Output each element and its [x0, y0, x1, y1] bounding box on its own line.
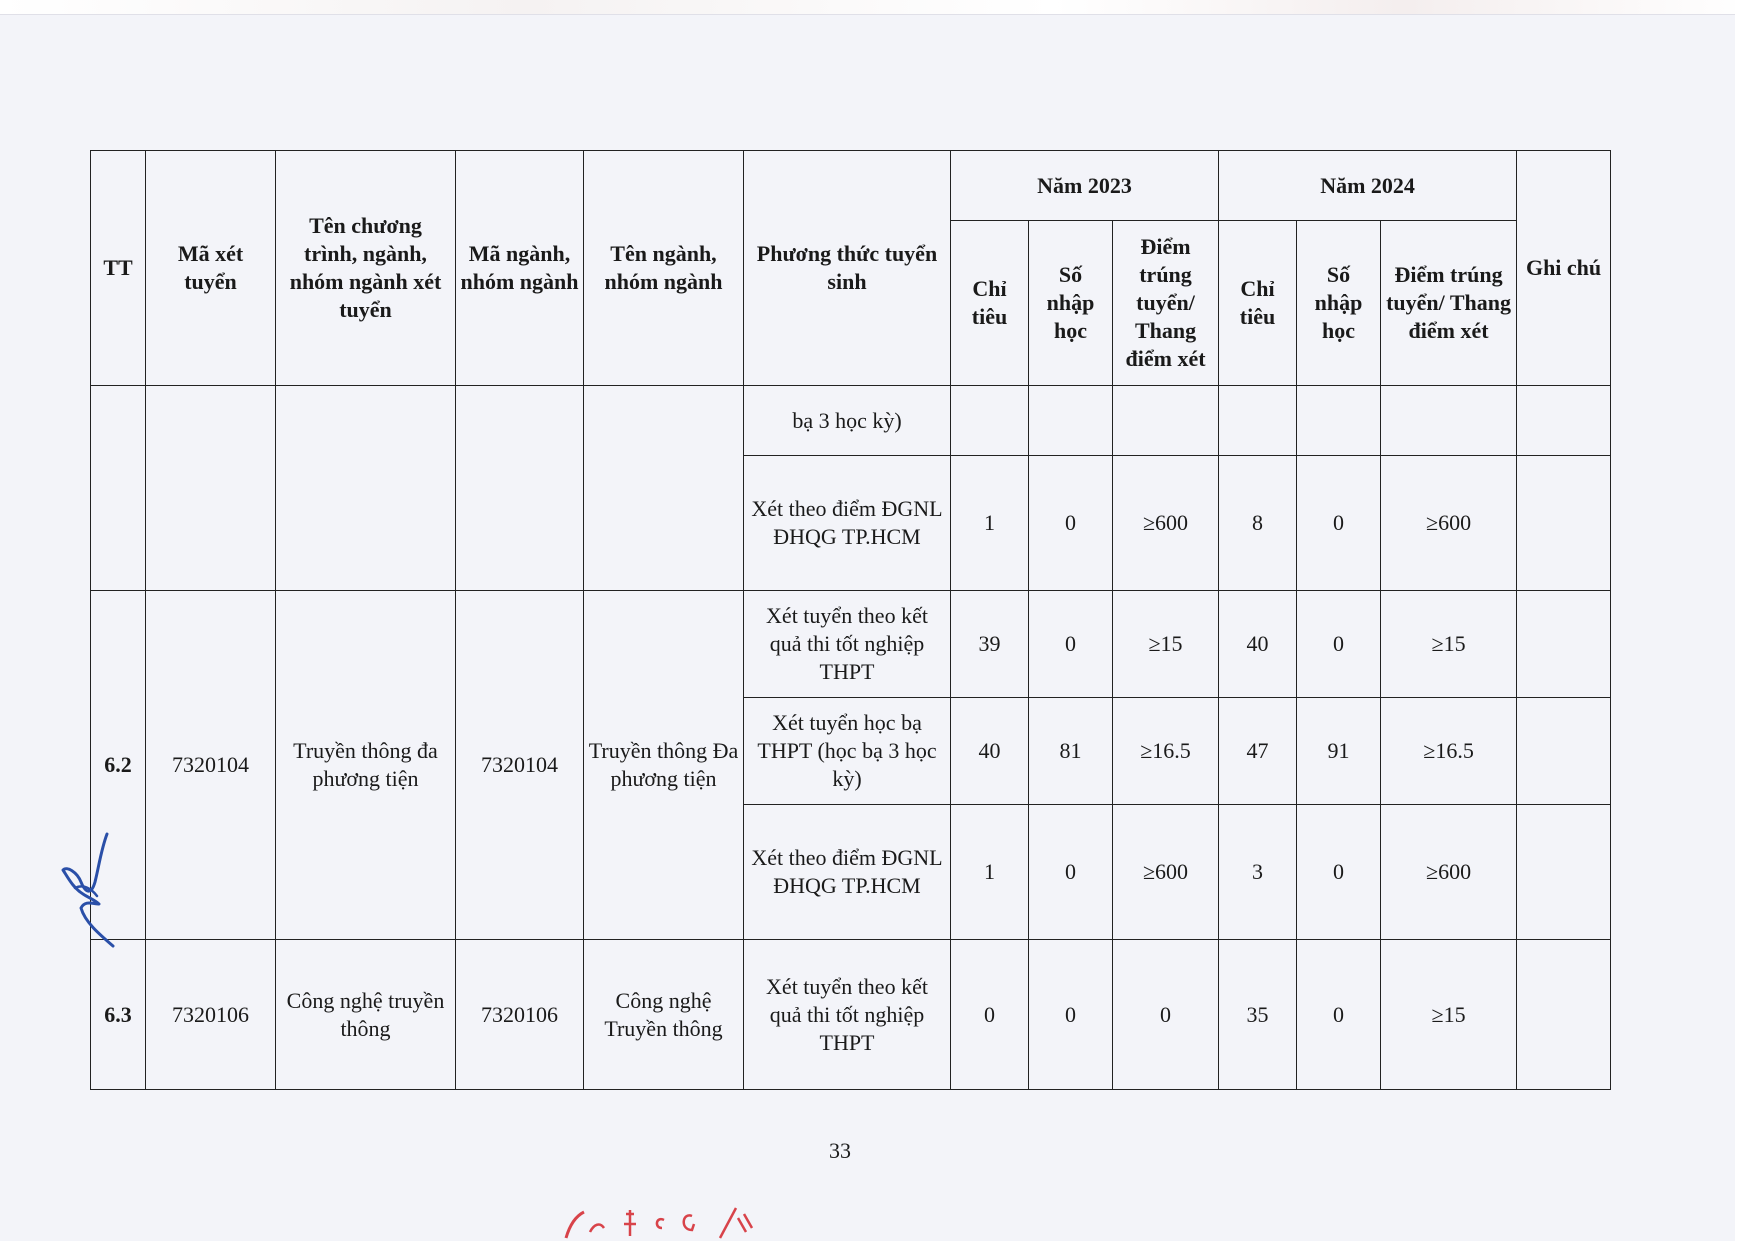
cell-chi-tieu-2023: 0	[951, 940, 1029, 1090]
cell-tt: 6.3	[91, 940, 146, 1090]
scan-top-strip	[0, 0, 1755, 15]
cell-ten-ct: Công nghệ truyền thông	[276, 940, 456, 1090]
cell-diem-2024: ≥600	[1381, 456, 1517, 591]
header-tt: TT	[91, 151, 146, 386]
cell-ma-nganh: 7320106	[456, 940, 584, 1090]
cell-tt: 6.2	[91, 591, 146, 940]
cell-chi-tieu-2024: 8	[1219, 456, 1297, 591]
table-row	[91, 591, 1611, 698]
header-diem-2023: Điểm trúng tuyển/ Thang điểm xét	[1113, 221, 1219, 386]
header-ma-xet-tuyen: Mã xét tuyển	[146, 151, 276, 386]
cell-ma-nganh	[456, 386, 584, 591]
cell-chi-tieu-2024: 3	[1219, 805, 1297, 940]
cell-diem-2023: ≥15	[1113, 591, 1219, 698]
cell-ma-nganh: 7320104	[456, 591, 584, 940]
cell-ma: 7320104	[146, 591, 276, 940]
cell-ghi-chu	[1517, 591, 1611, 698]
cell-method: Xét tuyển theo kết quả thi tốt nghiệp THPT	[744, 940, 951, 1090]
cell-chi-tieu-2024: 40	[1219, 591, 1297, 698]
cell-ghi-chu	[1517, 698, 1611, 805]
cell-diem-2023: ≥16.5	[1113, 698, 1219, 805]
table-row	[91, 940, 1611, 1090]
cell-ten-nganh: Truyền thông Đa phương tiện	[584, 591, 744, 940]
cell-diem-2023: 0	[1113, 940, 1219, 1090]
cell-method: Xét theo điểm ĐGNL ĐHQG TP.HCM	[744, 456, 951, 591]
header-nam-2024: Năm 2024	[1219, 151, 1517, 221]
header-diem-2024: Điểm trúng tuyển/ Thang điểm xét	[1381, 221, 1517, 386]
cell-ma	[146, 386, 276, 591]
header-ghi-chu: Ghi chú	[1517, 151, 1611, 386]
cell-ghi-chu	[1517, 805, 1611, 940]
cell-diem-2024: ≥16.5	[1381, 698, 1517, 805]
header-row-main	[91, 151, 1611, 221]
header-nam-2023: Năm 2023	[951, 151, 1219, 221]
cell-empty	[1381, 386, 1517, 456]
header-phuong-thuc: Phương thức tuyển sinh	[744, 151, 951, 386]
header-ma-nganh: Mã ngành, nhóm ngành	[456, 151, 584, 386]
header-so-nhap-hoc-2024: Số nhập học	[1297, 221, 1381, 386]
cell-nhap-hoc-2023: 0	[1029, 456, 1113, 591]
cell-empty	[1029, 386, 1113, 456]
cell-method: Xét tuyển theo kết quả thi tốt nghiệp THPT	[744, 591, 951, 698]
cell-method: Xét tuyển học bạ THPT (học bạ 3 học kỳ)	[744, 698, 951, 805]
cell-empty	[1219, 386, 1297, 456]
cell-chi-tieu-2023: 1	[951, 805, 1029, 940]
page-number: 33	[829, 1138, 851, 1163]
cell-nhap-hoc-2024: 91	[1297, 698, 1381, 805]
cell-ghi-chu	[1517, 456, 1611, 591]
cell-ten-ct	[276, 386, 456, 591]
header-so-nhap-hoc-2023: Số nhập học	[1029, 221, 1113, 386]
signature-mark	[55, 830, 125, 950]
cell-diem-2023: ≥600	[1113, 805, 1219, 940]
cell-nhap-hoc-2023: 81	[1029, 698, 1113, 805]
header-ten-chuong-trinh: Tên chương trình, ngành, nhóm ngành xét tuyển	[276, 151, 456, 386]
admission-table	[90, 150, 1611, 1090]
stamp-mark	[560, 1198, 780, 1241]
cell-chi-tieu-2023: 40	[951, 698, 1029, 805]
cell-method: Xét theo điểm ĐGNL ĐHQG TP.HCM	[744, 805, 951, 940]
cell-chi-tieu-2024: 35	[1219, 940, 1297, 1090]
cell-diem-2024: ≥15	[1381, 940, 1517, 1090]
cell-empty	[1297, 386, 1381, 456]
cell-diem-2023: ≥600	[1113, 456, 1219, 591]
cell-ten-nganh: Công nghệ Truyền thông	[584, 940, 744, 1090]
cell-diem-2024: ≥15	[1381, 591, 1517, 698]
cell-ghi-chu	[1517, 386, 1611, 456]
cell-nhap-hoc-2023: 0	[1029, 805, 1113, 940]
header-chi-tieu-2024: Chỉ tiêu	[1219, 221, 1297, 386]
cell-tt	[91, 386, 146, 591]
cell-nhap-hoc-2024: 0	[1297, 591, 1381, 698]
cell-nhap-hoc-2024: 0	[1297, 805, 1381, 940]
cell-chi-tieu-2024: 47	[1219, 698, 1297, 805]
header-ten-nganh: Tên ngành, nhóm ngành	[584, 151, 744, 386]
cell-ten-nganh	[584, 386, 744, 591]
cell-nhap-hoc-2023: 0	[1029, 940, 1113, 1090]
cell-nhap-hoc-2023: 0	[1029, 591, 1113, 698]
cell-ma: 7320106	[146, 940, 276, 1090]
cell-nhap-hoc-2024: 0	[1297, 456, 1381, 591]
header-chi-tieu-2023: Chỉ tiêu	[951, 221, 1029, 386]
cell-ten-ct: Truyền thông đa phương tiện	[276, 591, 456, 940]
cell-chi-tieu-2023: 1	[951, 456, 1029, 591]
cell-chi-tieu-2023: 39	[951, 591, 1029, 698]
cell-ghi-chu	[1517, 940, 1611, 1090]
cell-diem-2024: ≥600	[1381, 805, 1517, 940]
cell-nhap-hoc-2024: 0	[1297, 940, 1381, 1090]
cell-empty	[951, 386, 1029, 456]
cell-method: bạ 3 học kỳ)	[744, 386, 951, 456]
scan-right-edge	[1735, 0, 1755, 1241]
table-row	[91, 386, 1611, 456]
cell-empty	[1113, 386, 1219, 456]
